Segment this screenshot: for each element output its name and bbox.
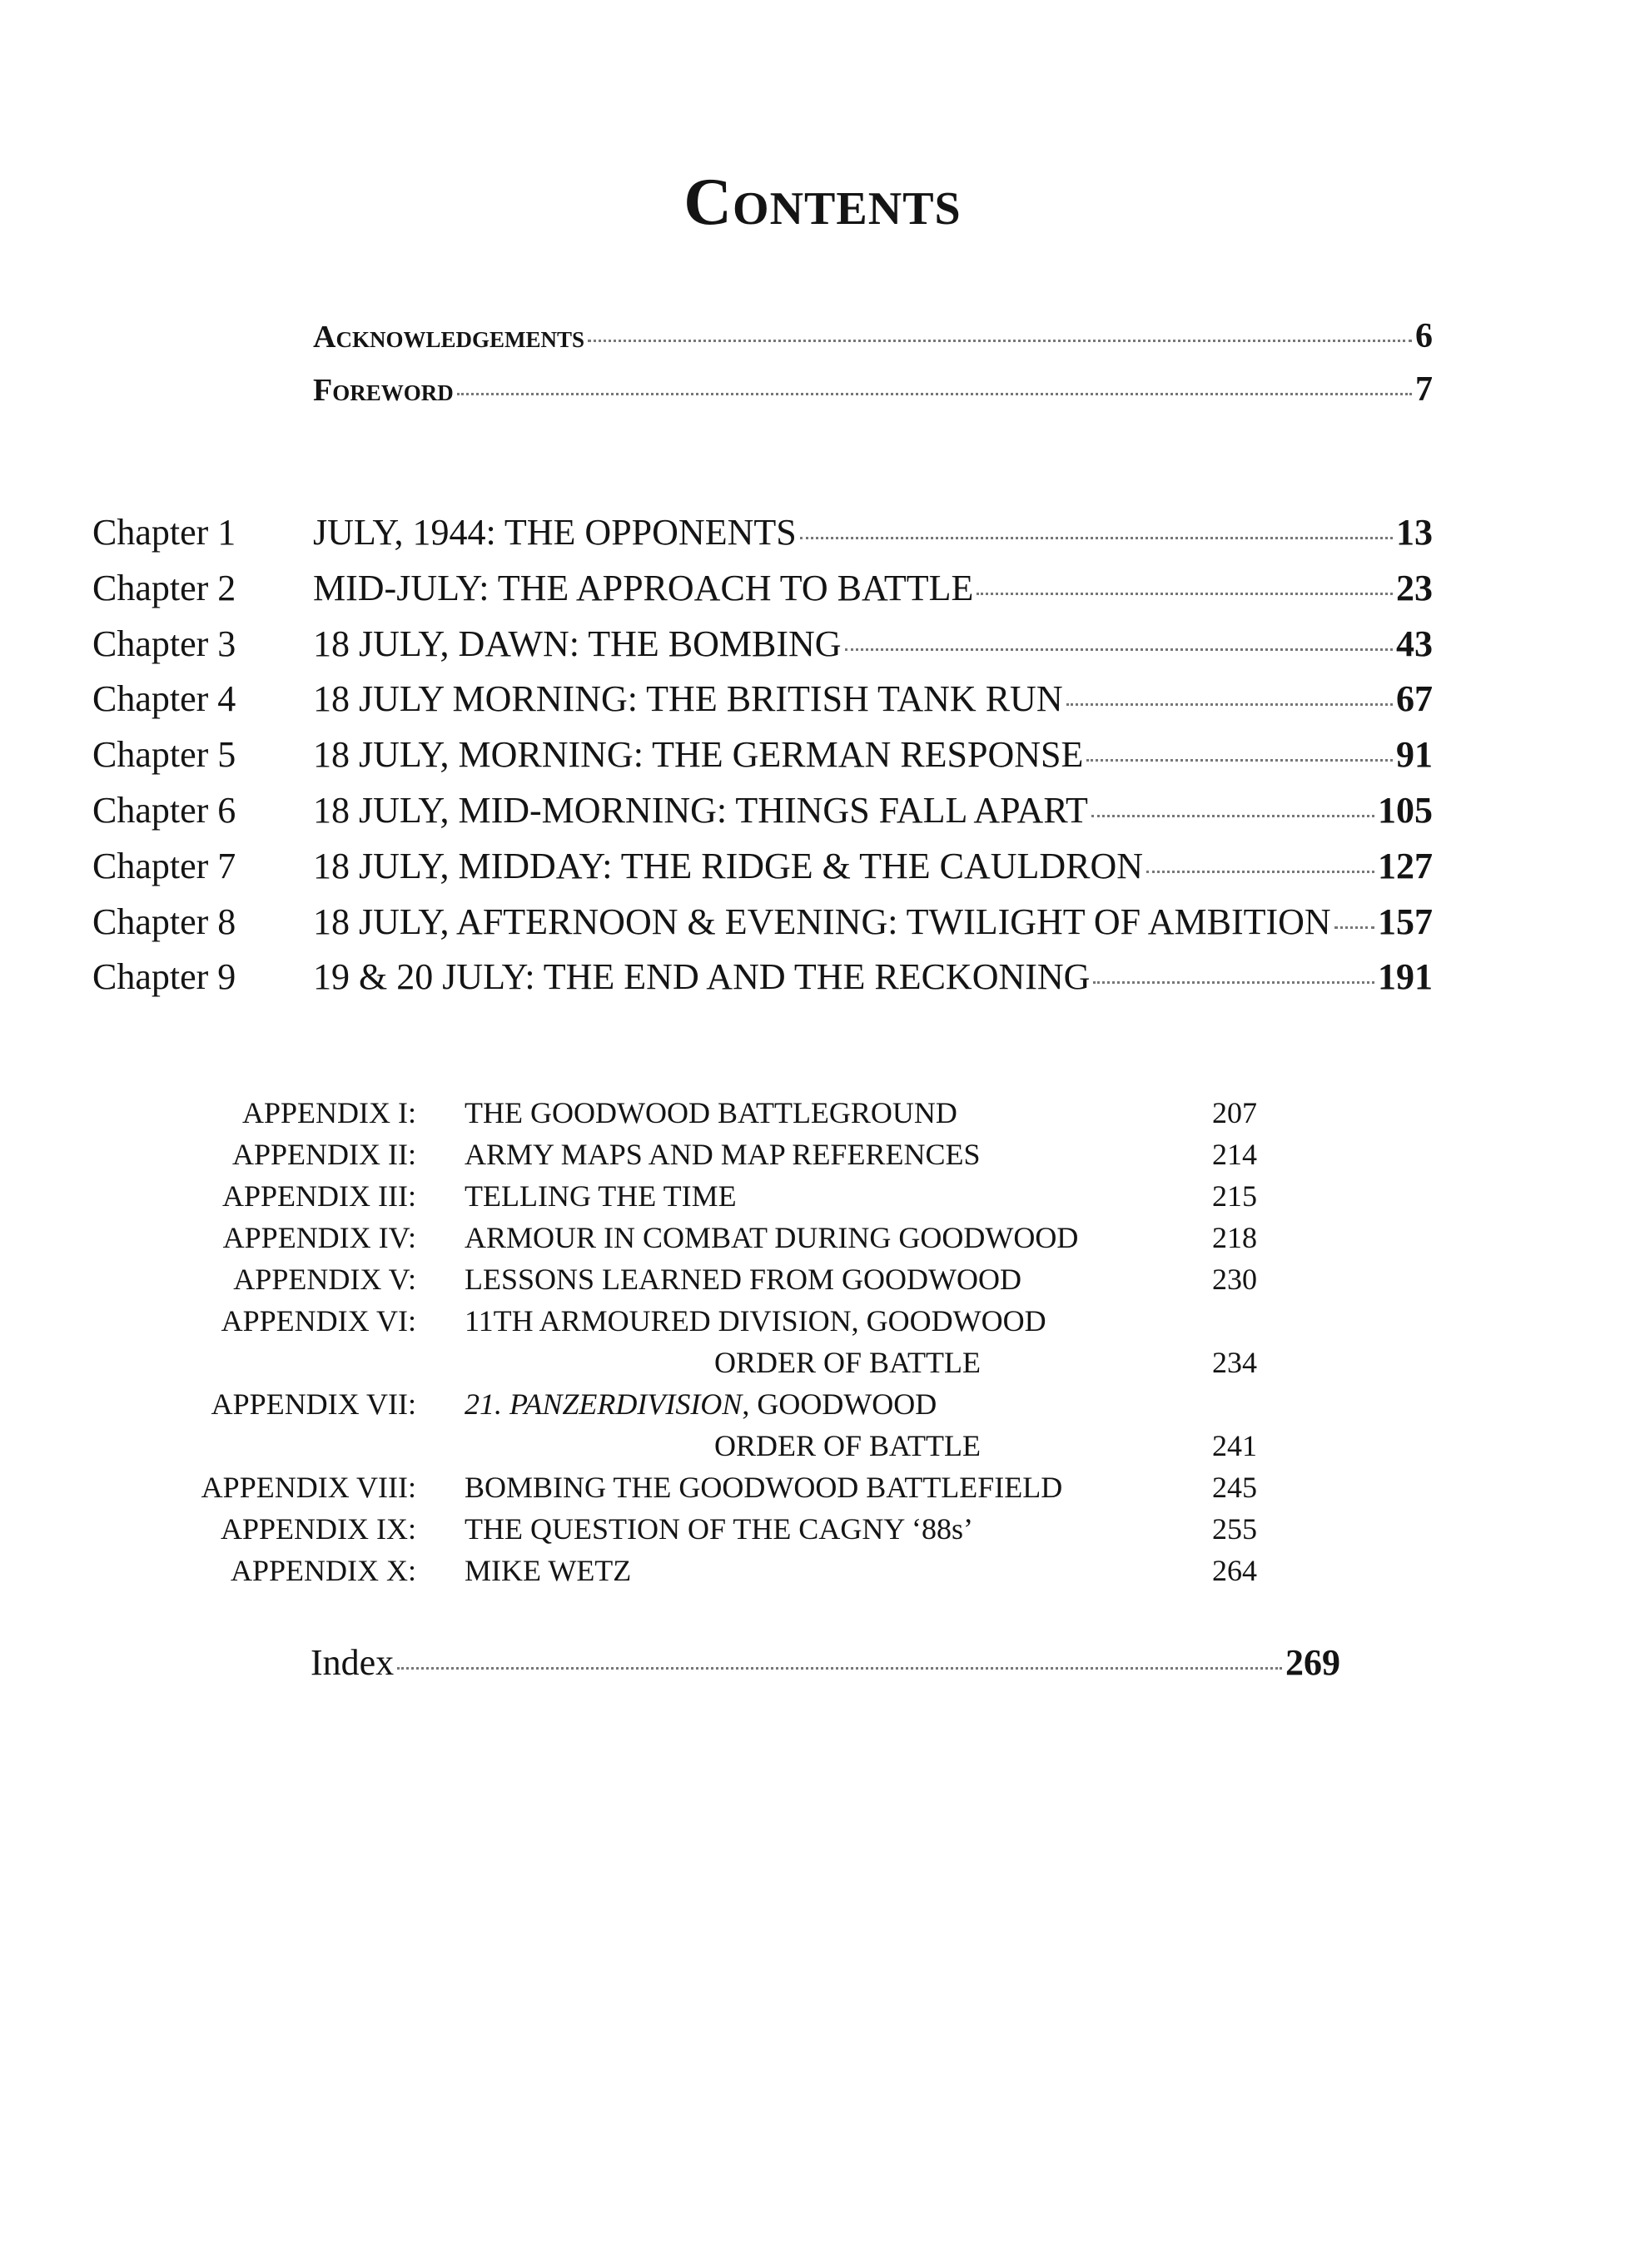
dot-leader [457,393,1412,395]
appendix-title: MIKE WETZ [465,1554,632,1587]
toc-entry-foreword[interactable] [313,370,1433,409]
toc-entry-appendix[interactable] [150,1303,1261,1379]
appendix-page: 218 [1212,1221,1257,1254]
appendix-label: APPENDIX II: [232,1138,416,1171]
toc-entry-chapter[interactable] [92,623,1433,665]
dot-leader [977,593,1393,595]
toc-entry-chapter[interactable] [92,901,1433,943]
toc-entry-chapter[interactable] [92,845,1433,887]
toc-entry-acknowledgements[interactable] [313,316,1433,356]
toc-entry-appendix[interactable] [150,1137,1261,1172]
appendix-title: THE QUESTION OF THE CAGNY ‘88s’ [465,1512,973,1546]
entry-label: Foreword [313,373,454,408]
dot-leader [1086,759,1393,762]
chapter-label: Chapter 6 [92,790,236,831]
chapter-label: Chapter 1 [92,512,236,553]
dot-leader [800,537,1393,539]
chapter-page: 23 [1396,567,1433,608]
chapter-page: 105 [1378,790,1433,831]
toc-entry-chapter[interactable] [92,677,1433,720]
chapter-title: 19 & 20 JULY: THE END AND THE RECKONING [313,956,1091,998]
appendix-title: 11TH ARMOURED DIVISION, GOODWOOD [465,1304,1046,1337]
appendix-page: 214 [1212,1138,1257,1171]
toc-entry-appendix[interactable] [150,1095,1261,1130]
entry-page: 7 [1415,370,1433,409]
appendix-title-italic: 21. PANZERDIVISION [465,1387,743,1421]
entry-page: 269 [1285,1642,1340,1683]
appendix-title: BOMBING THE GOODWOOD BATTLEFIELD [465,1471,1063,1504]
chapter-page: 157 [1378,901,1433,942]
appendix-label: APPENDIX VI: [221,1304,416,1337]
chapter-page: 67 [1396,678,1433,720]
toc-entry-appendix[interactable] [150,1179,1261,1213]
appendix-page: 255 [1212,1512,1257,1546]
dot-leader [845,648,1393,651]
appendix-page: 230 [1212,1263,1257,1296]
dot-leader [1146,871,1374,873]
appendix-label: APPENDIX IX: [220,1512,416,1546]
appendix-page: 241 [1212,1429,1257,1462]
appendix-label: APPENDIX X: [230,1554,416,1587]
toc-entry-appendix[interactable] [150,1511,1261,1546]
chapter-title: 18 JULY, DAWN: THE BOMBING [313,623,842,664]
toc-entry-chapter[interactable] [92,511,1433,553]
chapter-page: 91 [1396,734,1433,776]
appendix-label: APPENDIX VII: [211,1387,416,1421]
appendix-title: LESSONS LEARNED FROM GOODWOOD [465,1263,1022,1296]
toc-entry-appendix[interactable] [150,1470,1261,1505]
toc-entry-appendix[interactable] [150,1553,1261,1588]
appendix-page: 215 [1212,1179,1257,1213]
appendix-title: ARMY MAPS AND MAP REFERENCES [465,1138,981,1171]
toc-entry-appendix[interactable] [150,1262,1261,1297]
chapter-page: 43 [1396,623,1433,664]
chapter-label: Chapter 8 [92,901,236,942]
toc-entry-chapter[interactable] [92,789,1433,831]
toc-entry-chapter[interactable] [92,955,1433,998]
chapter-label: Chapter 5 [92,734,236,776]
appendix-title: TELLING THE TIME [465,1179,737,1213]
dot-leader [1334,926,1374,929]
appendix-label: APPENDIX VIII: [201,1471,416,1504]
chapter-label: Chapter 9 [92,956,236,998]
chapter-page: 191 [1378,956,1433,998]
appendix-page: 245 [1212,1471,1257,1504]
appendix-label: APPENDIX III: [222,1179,416,1213]
chapter-page: 13 [1396,512,1433,553]
chapter-title: 18 JULY, MORNING: THE GERMAN RESPONSE [313,734,1084,776]
chapter-title: MID-JULY: THE APPROACH TO BATTLE [313,567,974,608]
dot-leader [397,1667,1282,1670]
chapter-title: JULY, 1944: THE OPPONENTS [313,512,797,553]
appendix-title: ARMOUR IN COMBAT DURING GOODWOOD [465,1221,1079,1254]
appendix-label: APPENDIX IV: [222,1221,416,1254]
chapter-label: Chapter 7 [92,845,236,886]
entry-label: Index [311,1642,395,1683]
chapter-title: 18 JULY, AFTERNOON & EVENING: TWILIGHT OF AMBITION [313,901,1331,942]
toc-entry-appendix[interactable] [150,1387,1261,1462]
appendix-title-line2: ORDER OF BATTLE [714,1429,982,1462]
chapter-label: Chapter 3 [92,623,236,664]
toc-entry-appendix[interactable] [150,1220,1261,1255]
dot-leader [1093,981,1374,984]
appendix-label: APPENDIX V: [233,1263,416,1296]
chapter-page: 127 [1378,845,1433,886]
appendix-page: 264 [1212,1554,1257,1587]
dot-leader [1066,703,1393,706]
toc-entry-index[interactable] [311,1641,1340,1684]
appendix-title: THE GOODWOOD BATTLEGROUND [465,1096,957,1129]
appendix-page: 207 [1212,1096,1257,1129]
toc-entry-chapter[interactable] [92,733,1433,776]
entry-label: Acknowledgements [313,320,584,355]
chapter-label: Chapter 2 [92,567,236,608]
appendix-title: 21. PANZERDIVISION, GOODWOOD [465,1387,937,1421]
appendix-page: 234 [1212,1346,1257,1379]
appendix-title-line2: ORDER OF BATTLE [714,1346,982,1379]
page-title: Contents [683,166,962,239]
chapter-label: Chapter 4 [92,678,236,720]
dot-leader [1091,815,1374,817]
toc-entry-chapter[interactable] [92,567,1433,609]
chapter-title: 18 JULY, MID-MORNING: THINGS FALL APART [313,790,1088,831]
chapter-title: 18 JULY, MIDDAY: THE RIDGE & THE CAULDRON [313,845,1144,886]
entry-page: 6 [1415,317,1433,355]
appendix-label: APPENDIX I: [241,1096,416,1129]
chapter-title: 18 JULY MORNING: THE BRITISH TANK RUN [313,678,1063,720]
dot-leader [588,340,1412,342]
